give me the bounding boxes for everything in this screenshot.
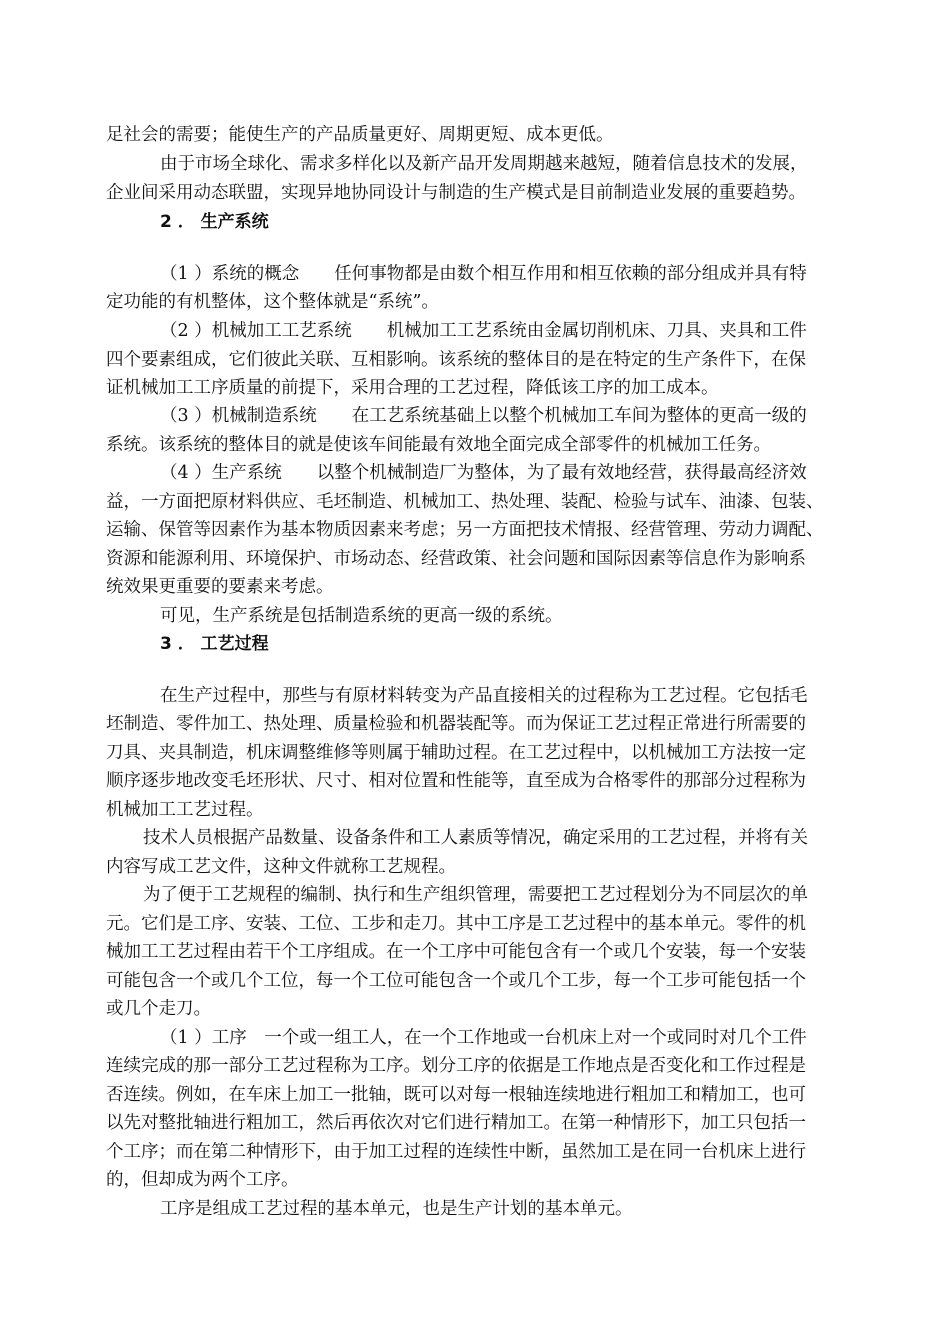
text-line: 械加工工艺过程由若干个工序组成。在一个工序中可能包含有一个或几个安装，每一个安装 [106,942,806,962]
text-line: 资源和能源利用、环境保护、市场动态、经营政策、社会问题和国际因素等信息作为影响系 [106,549,806,569]
text-line: 或几个走刀。 [106,999,211,1019]
text-line: 足社会的需要；能使生产的产品质量更好、周期更短、成本更低。 [106,125,614,145]
text-line: 运输、保管等因素作为基本物质因素来考虑；另一方面把技术情报、经营管理、劳动力调配、 [106,520,824,540]
section-heading: 2 ． 生产系统 [160,212,269,232]
text-line: （3 ）机械制造系统 在工艺系统基础上以整个机械加工车间为整体的更高一级的 [160,406,807,426]
text-line: 否连续。例如，在车床上加工一批轴，既可以对每一根轴连续地进行粗加工和精加工，也可 [106,1085,806,1105]
text-line: 内容写成工艺文件，这种文件就称工艺规程。 [106,857,456,877]
text-line: 为了便于工艺规程的编制、执行和生产组织管理，需要把工艺过程划分为不同层次的单 [143,885,808,905]
text-line: 以先对整批轴进行粗加工，然后再依次对它们进行精加工。在第一种情形下，加工只包括一 [106,1113,806,1133]
text-line: 证机械加工工序质量的前提下，采用合理的工艺过程，降低该工序的加工成本。 [106,378,719,398]
text-line: 坯制造、零件加工、热处理、质量检验和机器装配等。而为保证工艺过程正常进行所需要的 [106,714,806,734]
text-line: 在生产过程中，那些与有原材料转变为产品直接相关的过程称为工艺过程。它包括毛 [160,686,808,706]
text-line: 刀具、夹具制造，机床调整维修等则属于辅助过程。在工艺过程中，以机械加工方法按一定 [106,743,806,763]
text-line: 机械加工工艺过程。 [106,800,264,820]
text-line: 定功能的有机整体，这个整体就是“系统”。 [106,292,439,312]
text-line: 工序是组成工艺过程的基本单元，也是生产计划的基本单元。 [160,1199,633,1219]
text-line: 连续完成的那一部分工艺过程称为工序。划分工序的依据是工作地点是否变化和工作过程是 [106,1056,806,1076]
text-line: （4 ）生产系统 以整个机械制造厂为整体，为了最有效地经营，获得最高经济效 [160,463,807,483]
text-line: 益，一方面把原材料供应、毛坯制造、机械加工、热处理、装配、检验与试车、油漆、包装、 [106,492,824,512]
text-line: 企业间采用动态联盟，实现异地协同设计与制造的生产模式是目前制造业发展的重要趋势。 [106,183,806,203]
text-line: （2 ）机械加工工艺系统 机械加工工艺系统由金属切削机床、刀具、夹具和工件 [160,321,807,341]
text-line: 个工序；而在第二种情形下，由于加工过程的连续性中断，虽然加工是在同一台机床上进行 [106,1142,806,1162]
text-line: 由于市场全球化、需求多样化以及新产品开发周期越来越短，随着信息技术的发展， [160,154,808,174]
text-line: 可见，生产系统是包括制造系统的更高一级的系统。 [160,606,563,626]
text-line: 技术人员根据产品数量、设备条件和工人素质等情况，确定采用的工艺过程，并将有关 [143,828,808,848]
text-line: 四个要素组成，它们彼此关联、互相影响。该系统的整体目的是在特定的生产条件下，在保 [106,350,806,370]
text-line: 元。它们是工序、安装、工位、工步和走刀。其中工序是工艺过程中的基本单元。零件的机 [106,914,806,934]
text-line: 可能包含一个或几个工位，每一个工位可能包含一个或几个工步，每一个工步可能包括一个 [106,971,806,991]
text-line: 顺序逐步地改变毛坯形状、尺寸、相对位置和性能等，直至成为合格零件的那部分过程称为 [106,771,806,791]
text-line: （1 ）系统的概念 任何事物都是由数个相互作用和相互依赖的部分组成并具有特 [160,264,807,284]
text-line: 的，但却成为两个工序。 [106,1170,299,1190]
text-line: （1 ）工序 一个或一组工人，在一个工作地或一台机床上对一个或同时对几个工件 [160,1028,807,1048]
text-line: 系统。该系统的整体目的就是使该车间能最有效地全面完成全部零件的机械加工任务。 [106,435,771,455]
text-line: 统效果更重要的要素来考虑。 [106,577,334,597]
section-heading: 3 ． 工艺过程 [160,634,269,654]
